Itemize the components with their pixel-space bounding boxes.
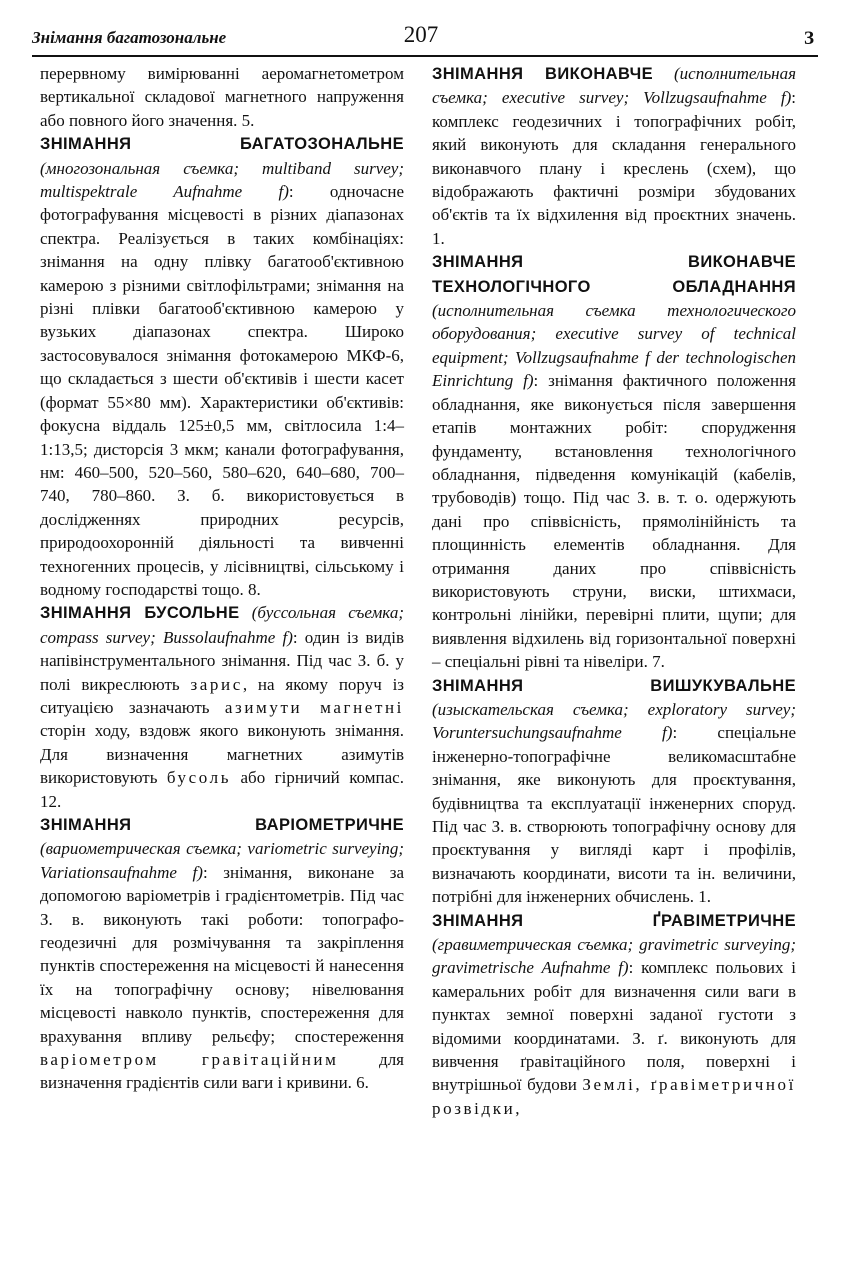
entry-gravimetrychne xyxy=(432,909,796,1121)
entry-term: ЗНІМАННЯ ВИКОНАВЧЕ xyxy=(432,65,654,83)
entry-crossref: Землі, ґравіметричної розвідки, xyxy=(432,1075,796,1118)
entry-body: : комплекс геодезичних і топографічних робіт, який виконують для складання генерального виконавчого плану і креслень (схем), що відображають фактичні розміри збудованих об'єктів та їх відхилення від проєктних значень. 1. xyxy=(432,88,796,248)
page-header xyxy=(18,22,824,58)
entry-bagatozonalne xyxy=(40,132,404,601)
continuation-text: перервному вимірюванні аеромагнетометром вертикальної складової магнетного напруження або повного його значення. 5. xyxy=(40,64,404,130)
entry-body: сторін ходу, вздовж якого виконують знімання. Для визначення магнетних азимутів використовують xyxy=(40,721,404,788)
entry-vyshukuvalne xyxy=(432,674,796,909)
entry-busolne xyxy=(40,601,404,813)
entry-term: ЗНІМАННЯ БУСОЛЬНЕ xyxy=(40,604,240,623)
entry-translations: (многозональная съемка; multiband survey; multispektrale Aufnahme f) xyxy=(40,158,404,202)
entry-crossref: азимути магнетні xyxy=(224,697,404,717)
page-number: 207 xyxy=(403,22,439,47)
entry-term: ЗНІМАННЯ ВИКОНАВЧЕ ТЕХНОЛОГІЧНОГО ОБЛАДНАННЯ xyxy=(432,253,796,296)
entry-body: або гірничий компас. 12. xyxy=(40,768,404,811)
entry-variometrychne xyxy=(40,813,404,1095)
entry-term: ЗНІМАННЯ ҐРАВІМЕТРИЧНЕ xyxy=(432,911,796,930)
entry-translations: (буссольная съемка; compass survey; Bussolaufnahme f) xyxy=(40,603,404,647)
entry-vykonavche xyxy=(432,62,796,250)
entry-crossref: зарис xyxy=(190,674,243,694)
entry-body: : знімання фактичного положення обладнання, яке виконується після завершення етапів монтажних робіт: спорудження фундаменту, встановлення технологічного обладнання, підведення комунікацій (кабелів, трубоводів) тощо. Під час З. в. т. о. одержують дані про співвісність, прямолінійність та площинність елементів обладнання. Для отримання даних про співвісність використовують струни, виски, штихмаси, контрольні лінійки, перевірні плити, щупи; для виявлення відхилень від горизонтальної поверхні – спеціальні рівні та нівеліри. 7. xyxy=(432,371,796,672)
entry-body: : одночасне фотографування місцевості в різних діапазонах спектра. Реалізується в таких комбінаціях: знімання на одну плівку багатооб'єктивною камерою з різними світлофільтрами; знімання на різні плівки багатооб'єктивною камерою у вузьких діапазонах спектра. Широко застосовувалося знімання фотокамерою МКФ-6, що складається з шести об'єктивів і шести касет (формат 55×80 мм). Характеристики об'єктивів: фокусна віддаль 125±0,5 мм, світлосила 1:4–1:13,5; дисторсія 3 мкм; канали фотографування, нм: 460–500, 520–560, 580–620, 640–680, 700–740, 780–860. З. б. використовується в дослідженнях природних ресурсів, природоохоронній діяльності та вивченні техногенних процесів, у лісівництві, сільському і водному господарстві тощо. 8. xyxy=(40,182,404,599)
entry-body: : один із видів напівінструментального знімання. Під час З. б. у полі викреслюють xyxy=(40,627,404,694)
entry-body: , на якому поруч із ситуацією зазначають xyxy=(40,674,405,717)
entry-term: ЗНІМАННЯ ВАРІОМЕТРИЧНЕ xyxy=(40,816,404,834)
entry-translations: (гравиметрическая съемка; gravimetric surveying; gravimetrische Aufnahme f) xyxy=(432,935,796,978)
header-rule xyxy=(32,55,818,57)
section-letter: З xyxy=(803,28,814,49)
entry-body: : знімання, виконане за допомогою варіометрів і градієнтометрів. Під час З. в. виконують такі роботи: топографо-геодезичні для розмічування та закріплення пунктів спостереження на місцевості й нанесення їх на топографічну основу; нівелювання місцевості навколо пунктів, спостереження для врахування впливу рельєфу; спостереження xyxy=(40,862,404,1046)
entry-body: : комплекс польових і камеральних робіт для визначення сили ваги в пунктах земної поверхні заданої густоти з відомими координатами. З. ґ. виконують для вивчення ґравітаційного поля, поверхні і внутрішньої будови xyxy=(432,958,796,1095)
running-head: Знімання багатозональне xyxy=(32,28,227,47)
right-column xyxy=(432,62,796,1120)
entry-translations: (изыскательская съемка; exploratory survey; Voruntersuchungsaufnahme f) xyxy=(432,699,796,743)
entry-translations: (вариометрическая съемка; variometric surveying; Variationsaufnahme f) xyxy=(40,839,404,882)
entry-body: для визначення градієнтів сили ваги і кривини. 6. xyxy=(40,1050,404,1093)
entry-translations: (исполнительная съемка; executive survey; Vollzugsaufnahme f) xyxy=(432,64,797,108)
entry-crossref: варіометром гравітаційним xyxy=(40,1050,339,1070)
entry-translations: (исполнительная съемка технологического оборудования; executive survey of technical equipment; Vollzugsaufnahme f der technologischen Einrichtung f) xyxy=(432,301,796,391)
left-column xyxy=(40,62,404,1095)
entry-term: ЗНІМАННЯ БАГАТОЗОНАЛЬНЕ xyxy=(40,135,404,154)
entry-crossref: бусоль xyxy=(166,768,232,788)
entry-body: : спеціальне інженерно-топографічне великомасштабне знімання, яке виконують для проєктування, будівництва та експлуатації інженерних споруд. Під час З. в. створюють топографічну основу для проєктування у вигляді карт і профілів, визначають координати, висоти та ін. величини, потрібні для інженерних обчислень. 1. xyxy=(432,723,796,907)
entry-vykonavche-tekhnolohichnoho xyxy=(432,250,796,673)
entry-term: ЗНІМАННЯ ВИШУКУВАЛЬНЕ xyxy=(432,676,796,695)
